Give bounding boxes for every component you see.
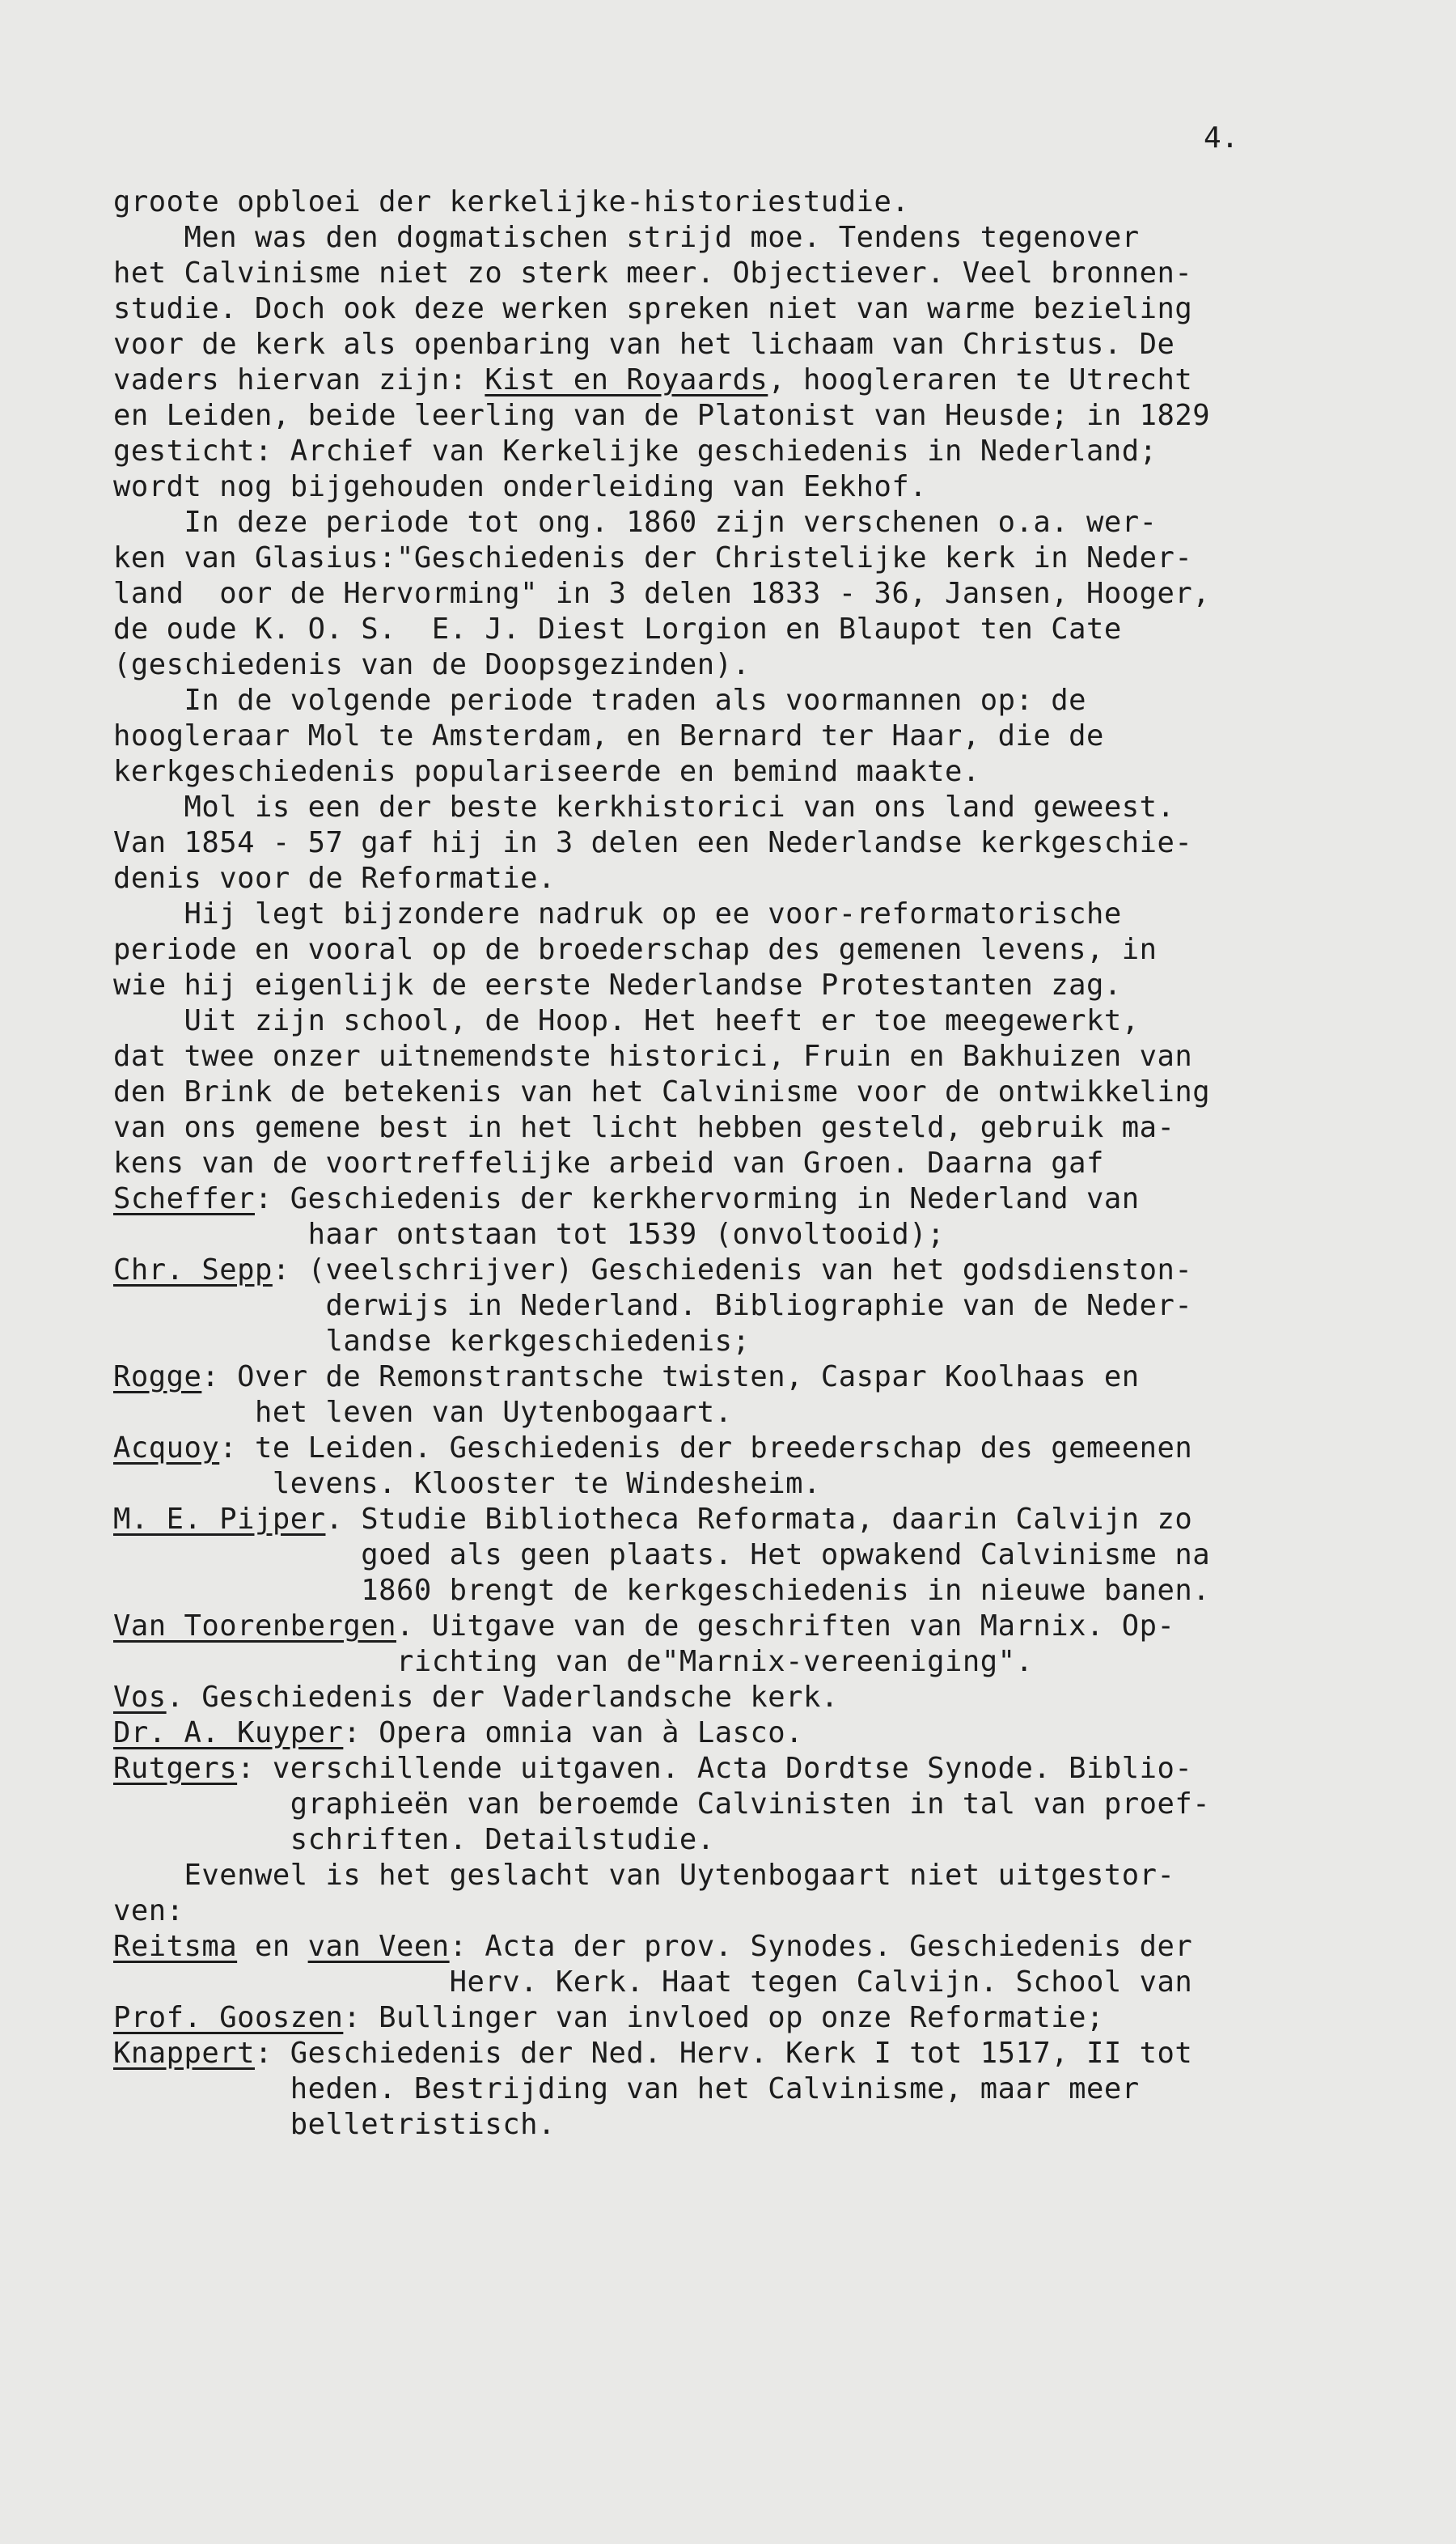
- text-line: [113, 541, 1407, 576]
- author-name: Reitsma: [113, 1930, 238, 1963]
- text-line: [113, 1075, 1407, 1110]
- text-line: [113, 1929, 1407, 1965]
- text-line: [113, 1822, 1407, 1858]
- line-text: studie. Doch ook deze werken spreken niet van warme bezieling: [113, 292, 1193, 325]
- text-line: [113, 1965, 1407, 2000]
- line-text: Hij legt bijzondere nadruk op ee voor-reformatorische: [113, 897, 1122, 931]
- line-text: wie hij eigenlijk de eerste Nederlandse Protestanten zag.: [113, 969, 1122, 1002]
- text-line: [113, 505, 1407, 541]
- line-text: : verschillende uitgaven. Acta Dordtse Synode. Biblio-: [237, 1752, 1193, 1785]
- line-text: , hoogleraren te Utrecht: [768, 363, 1193, 396]
- text-line: [113, 1039, 1407, 1075]
- author-name: Vos: [113, 1681, 167, 1714]
- line-text: dat twee onzer uitnemendste historici, Fruin en Bakhuizen van: [113, 1040, 1193, 1073]
- line-text: land oor de Hervorming" in 3 delen 1833 - 36, Jansen, Hooger,: [113, 577, 1211, 610]
- author-name: Prof. Gooszen: [113, 2001, 344, 2034]
- line-text: vaders hiervan zijn:: [113, 363, 485, 396]
- line-text: : Opera omnia van à Lasco.: [343, 1716, 804, 1749]
- text-line: [113, 683, 1407, 719]
- text-line: [113, 1003, 1407, 1039]
- text-line: [113, 291, 1407, 327]
- line-text: Evenwel is het geslacht van Uytenbogaart niet uitgestor-: [113, 1859, 1175, 1892]
- text-line: [113, 2036, 1407, 2071]
- text-line: [113, 327, 1407, 363]
- author-name: Kist en Royaards: [485, 363, 768, 396]
- line-text: ken van Glasius:"Geschiedenis der Christelijke kerk in Neder-: [113, 541, 1193, 575]
- line-text: (geschiedenis van de Doopsgezinden).: [113, 648, 751, 681]
- text-line: [113, 647, 1407, 683]
- page-number: 4.: [1204, 121, 1239, 155]
- line-text: In deze periode tot ong. 1860 zijn verschenen o.a. wer-: [113, 506, 1158, 539]
- line-text: Uit zijn school, de Hoop. Het heeft er toe meegewerkt,: [113, 1004, 1140, 1037]
- line-text: van ons gemene best in het licht hebben gesteld, gebruik ma-: [113, 1111, 1175, 1144]
- text-line: [113, 932, 1407, 968]
- text-line: [113, 1537, 1407, 1573]
- line-text: belletristisch.: [113, 2108, 556, 2141]
- author-name: Acquoy: [113, 1431, 220, 1465]
- line-text: : Geschiedenis der Ned. Herv. Kerk I tot 1517, II tot: [254, 2037, 1193, 2070]
- body-text: [113, 184, 1407, 2143]
- line-text: : (veelschrijver) Geschiedenis van het godsdienston-: [272, 1253, 1193, 1287]
- line-text: wordt nog bijgehouden onderleiding van Eekhof.: [113, 470, 928, 503]
- line-text: schriften. Detailstudie.: [113, 1823, 715, 1856]
- text-line: [113, 1110, 1407, 1146]
- text-line: [113, 1181, 1407, 1217]
- text-line: [113, 1644, 1407, 1680]
- text-line: [113, 1288, 1407, 1324]
- text-line: [113, 1146, 1407, 1181]
- author-name: van Veen: [307, 1930, 450, 1963]
- line-text: groote opbloei der kerkelijke-historiestudie.: [113, 185, 910, 218]
- text-line: [113, 1395, 1407, 1431]
- text-line: [113, 897, 1407, 932]
- line-text: en Leiden, beide leerling van de Platonist van Heusde; in 1829: [113, 399, 1211, 432]
- text-line: [113, 1217, 1407, 1253]
- line-text: Van 1854 - 57 gaf hij in 3 delen een Nederlandse kerkgeschie-: [113, 826, 1193, 859]
- line-text: In de volgende periode traden als voormannen op: de: [113, 684, 1087, 717]
- line-text: heden. Bestrijding van het Calvinisme, maar meer: [113, 2072, 1140, 2105]
- text-line: [113, 1609, 1407, 1644]
- text-line: [113, 1893, 1407, 1929]
- line-text: ven:: [113, 1894, 184, 1927]
- line-text: hoogleraar Mol te Amsterdam, en Bernard ter Haar, die de: [113, 719, 1104, 753]
- line-text: 1860 brengt de kerkgeschiedenis in nieuwe banen.: [113, 1574, 1211, 1607]
- line-text: : Over de Remonstrantsche twisten, Caspar Koolhaas en: [201, 1360, 1140, 1393]
- line-text: periode en vooral op de broederschap des gemenen levens, in: [113, 933, 1158, 966]
- line-text: kens van de voortreffelijke arbeid van Groen. Daarna gaf: [113, 1147, 1104, 1180]
- author-name: Scheffer: [113, 1182, 255, 1215]
- line-text: landse kerkgeschiedenis;: [113, 1325, 751, 1358]
- text-line: [113, 398, 1407, 434]
- text-line: [113, 469, 1407, 505]
- author-name: M. E. Pijper: [113, 1503, 326, 1536]
- line-text: : Acta der prov. Synodes. Geschiedenis der: [449, 1930, 1193, 1963]
- text-line: [113, 2071, 1407, 2107]
- line-text: levens. Klooster te Windesheim.: [113, 1467, 821, 1500]
- text-line: [113, 719, 1407, 754]
- line-text: goed als geen plaats. Het opwakend Calvinisme na: [113, 1538, 1211, 1571]
- text-line: [113, 790, 1407, 825]
- text-line: [113, 1787, 1407, 1822]
- line-text: richting van de"Marnix-vereeniging".: [113, 1645, 1034, 1678]
- line-text: . Geschiedenis der Vaderlandsche kerk.: [166, 1681, 839, 1714]
- text-line: [113, 576, 1407, 612]
- text-line: [113, 825, 1407, 861]
- text-line: [113, 434, 1407, 469]
- line-text: haar ontstaan tot 1539 (onvoltooid);: [113, 1218, 946, 1251]
- line-text: voor de kerk als openbaring van het lichaam van Christus. De: [113, 328, 1175, 361]
- line-text: de oude K. O. S. E. J. Diest Lorgion en Blaupot ten Cate: [113, 613, 1122, 646]
- line-text: denis voor de Reformatie.: [113, 862, 556, 895]
- text-line: [113, 1715, 1407, 1751]
- text-line: [113, 1431, 1407, 1466]
- text-line: [113, 1253, 1407, 1288]
- line-text: . Uitgave van de geschriften van Marnix. Op-: [396, 1609, 1175, 1643]
- line-text: het leven van Uytenbogaart.: [113, 1396, 733, 1429]
- author-name: Rogge: [113, 1360, 202, 1393]
- text-line: [113, 754, 1407, 790]
- text-line: [113, 220, 1407, 256]
- line-text: derwijs in Nederland. Bibliographie van de Neder-: [113, 1289, 1193, 1322]
- text-line: [113, 861, 1407, 897]
- text-line: [113, 2107, 1407, 2143]
- line-text: en: [237, 1930, 308, 1963]
- text-line: [113, 184, 1407, 220]
- text-line: [113, 1324, 1407, 1359]
- line-text: Herv. Kerk. Haat tegen Calvijn. School van: [113, 1965, 1193, 1999]
- line-text: kerkgeschiedenis populariseerde en bemind maakte.: [113, 755, 980, 788]
- text-line: [113, 968, 1407, 1003]
- text-line: [113, 1680, 1407, 1715]
- text-line: [113, 363, 1407, 398]
- author-name: Dr. A. Kuyper: [113, 1716, 344, 1749]
- text-line: [113, 1751, 1407, 1787]
- text-line: [113, 1502, 1407, 1537]
- author-name: Knappert: [113, 2037, 255, 2070]
- line-text: graphieën van beroemde Calvinisten in tal van proef-: [113, 1787, 1211, 1821]
- text-line: [113, 1573, 1407, 1609]
- line-text: gesticht: Archief van Kerkelijke geschiedenis in Nederland;: [113, 435, 1158, 468]
- line-text: het Calvinisme niet zo sterk meer. Objectiever. Veel bronnen-: [113, 257, 1193, 290]
- text-line: [113, 1466, 1407, 1502]
- text-line: [113, 612, 1407, 647]
- line-text: : Geschiedenis der kerkhervorming in Nederland van: [254, 1182, 1140, 1215]
- line-text: den Brink de betekenis van het Calvinisme voor de ontwikkeling: [113, 1075, 1211, 1109]
- line-text: . Studie Bibliotheca Reformata, daarin Calvijn zo: [325, 1503, 1193, 1536]
- line-text: Men was den dogmatischen strijd moe. Tendens tegenover: [113, 221, 1140, 254]
- text-line: [113, 1858, 1407, 1893]
- author-name: Rutgers: [113, 1752, 238, 1785]
- text-line: [113, 1359, 1407, 1395]
- line-text: : Bullinger van invloed op onze Reformatie;: [343, 2001, 1104, 2034]
- author-name: Chr. Sepp: [113, 1253, 273, 1287]
- line-text: Mol is een der beste kerkhistorici van ons land geweest.: [113, 791, 1175, 824]
- text-line: [113, 2000, 1407, 2036]
- author-name: Van Toorenbergen: [113, 1609, 396, 1643]
- line-text: : te Leiden. Geschiedenis der breederschap des gemeenen: [219, 1431, 1193, 1465]
- text-line: [113, 256, 1407, 291]
